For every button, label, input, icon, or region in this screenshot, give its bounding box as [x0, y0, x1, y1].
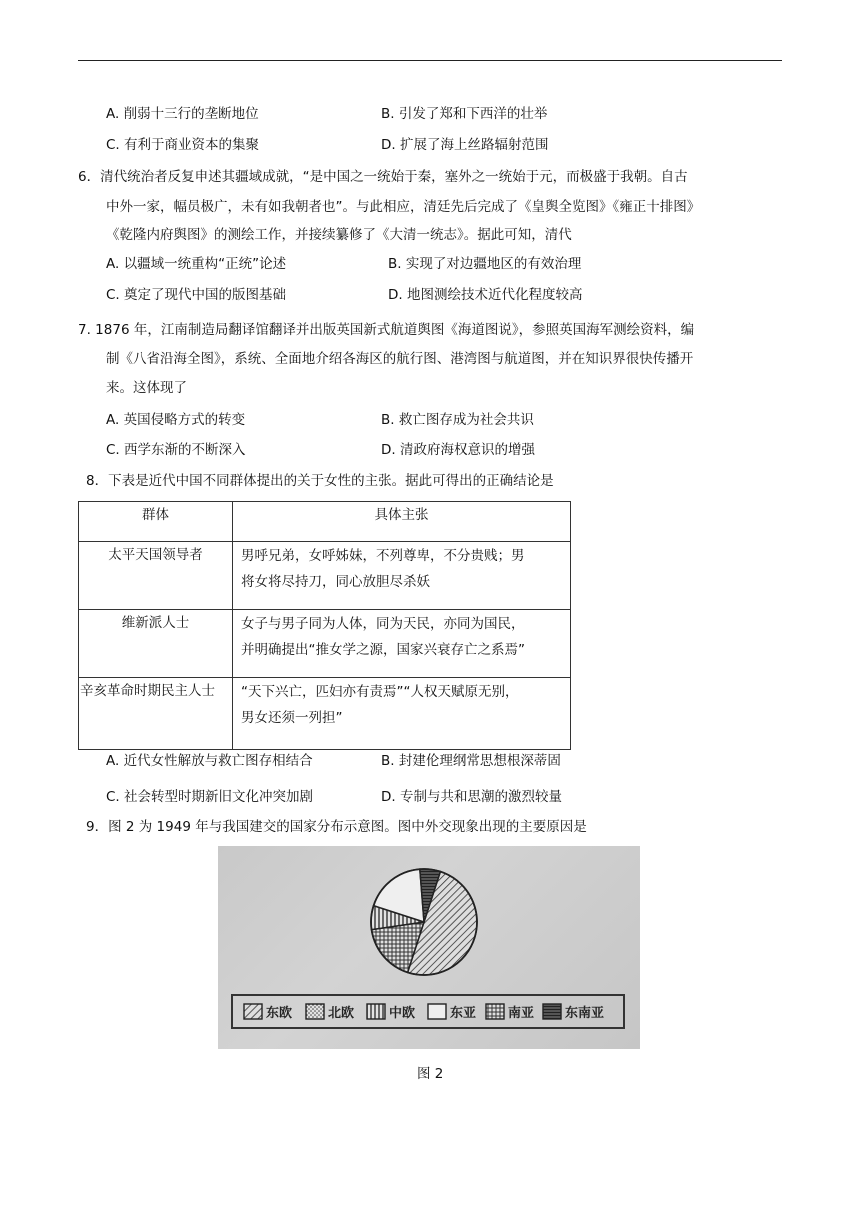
q6-option-d[interactable]: D. 地图测绘技术近代化程度较高: [388, 287, 583, 303]
header-rule: [78, 60, 782, 61]
table-header-claim: 具体主张: [233, 502, 571, 542]
table-cell-group: 太平天国领导者: [79, 542, 233, 610]
legend-label: 中欧: [389, 1006, 416, 1021]
q7-option-d[interactable]: D. 清政府海权意识的增强: [381, 442, 535, 458]
q5-option-d[interactable]: D. 扩展了海上丝路辐射范围: [381, 137, 549, 153]
claim-line: 男女还须一列担”: [241, 710, 343, 726]
q7-stem-line2: 制《八省沿海全图》，系统、全面地介绍各海区的航行图、港湾图与航道图，并在知识界很快传播开: [106, 351, 694, 367]
q7-stem-line3: 来。这体现了: [106, 380, 187, 396]
table-cell-group: 维新派人士: [79, 610, 233, 678]
q6-stem-line1: 6．清代统治者反复申述其疆域成就，“是中国之一统始于秦，塞外之一统始于元，而极盛于我朝。自古: [78, 169, 688, 185]
pie-chart: [218, 846, 640, 1049]
legend-label: 东亚: [450, 1006, 477, 1021]
table-row: [79, 678, 571, 750]
q6-stem-line3: 《乾隆内府舆图》的测绘工作，并接续纂修了《大清一统志》。据此可知，清代: [106, 227, 572, 243]
q6-option-c[interactable]: C. 奠定了现代中国的版图基础: [106, 287, 287, 303]
q6-option-a[interactable]: A. 以疆域一统重构“正统”论述: [106, 256, 287, 272]
q5-option-b[interactable]: B. 引发了郑和下西洋的壮举: [381, 106, 548, 122]
legend-swatch: [428, 1004, 446, 1019]
claims-table: [78, 501, 571, 750]
legend-label: 南亚: [508, 1006, 535, 1021]
pie-chart-figure: [218, 846, 640, 1049]
legend-label: 东欧: [266, 1006, 293, 1021]
q8-option-d[interactable]: D. 专制与共和思潮的激烈较量: [381, 789, 562, 805]
claim-line: 将女将尽持刀，同心放胆尽杀妖: [241, 574, 430, 590]
table-header-row: [79, 502, 571, 542]
table-row: [79, 610, 571, 678]
table-row: [79, 542, 571, 610]
q8-option-b[interactable]: B. 封建伦理纲常思想根深蒂固: [381, 753, 561, 769]
table-cell-claim: [233, 542, 571, 610]
claim-line: 女子与男子同为人体，同为天民，亦同为国民，: [241, 616, 525, 632]
q8-option-c[interactable]: C. 社会转型时期新旧文化冲突加剧: [106, 789, 314, 805]
legend-label: 东南亚: [565, 1006, 605, 1021]
claim-line: 并明确提出“推女学之源，国家兴衰存亡之系焉”: [241, 642, 525, 658]
q6-stem-line2: 中外一家，幅员极广，未有如我朝者也”。与此相应，清廷先后完成了《皇舆全览图》《雍正十排图》: [106, 199, 701, 215]
table-cell-group: 辛亥革命时期民主人士: [79, 678, 233, 750]
legend-swatch: [306, 1004, 324, 1019]
q7-option-a[interactable]: A. 英国侵略方式的转变: [106, 412, 246, 428]
claim-line: 男呼兄弟，女呼姊妹，不列尊卑，不分贵贱；男: [241, 548, 525, 564]
table-header-group: 群体: [79, 502, 233, 542]
table-cell-claim: [233, 678, 571, 750]
q8-option-a[interactable]: A. 近代女性解放与救亡图存相结合: [106, 753, 313, 769]
legend-swatch: [244, 1004, 262, 1019]
q7-option-c[interactable]: C. 西学东渐的不断深入: [106, 442, 246, 458]
table-cell-claim: [233, 610, 571, 678]
legend-swatch: [543, 1004, 561, 1019]
claim-line: “天下兴亡，匹妇亦有责焉”“人权天赋原无别，: [241, 684, 519, 700]
q7-option-b[interactable]: B. 救亡图存成为社会共识: [381, 412, 534, 428]
figure-caption: 图 2: [417, 1066, 444, 1082]
q9-stem: 9．图 2 为 1949 年与我国建交的国家分布示意图。图中外交现象出现的主要原因是: [86, 819, 587, 835]
legend-swatch: [367, 1004, 385, 1019]
legend-label: 北欧: [328, 1006, 355, 1021]
q6-option-b[interactable]: B. 实现了对边疆地区的有效治理: [388, 256, 582, 272]
q8-stem: 8．下表是近代中国不同群体提出的关于女性的主张。据此可得出的正确结论是: [86, 473, 554, 489]
legend-swatch: [486, 1004, 504, 1019]
q7-stem-line1: 7. 1876 年，江南制造局翻译馆翻译并出版英国新式航道舆图《海道图说》，参照英国海军测绘资料，编: [78, 322, 695, 338]
pie-legend: [244, 1004, 604, 1021]
q5-option-a[interactable]: A. 削弱十三行的垄断地位: [106, 106, 259, 122]
pie-slices: [371, 869, 477, 975]
q5-option-c[interactable]: C. 有利于商业资本的集聚: [106, 137, 260, 153]
